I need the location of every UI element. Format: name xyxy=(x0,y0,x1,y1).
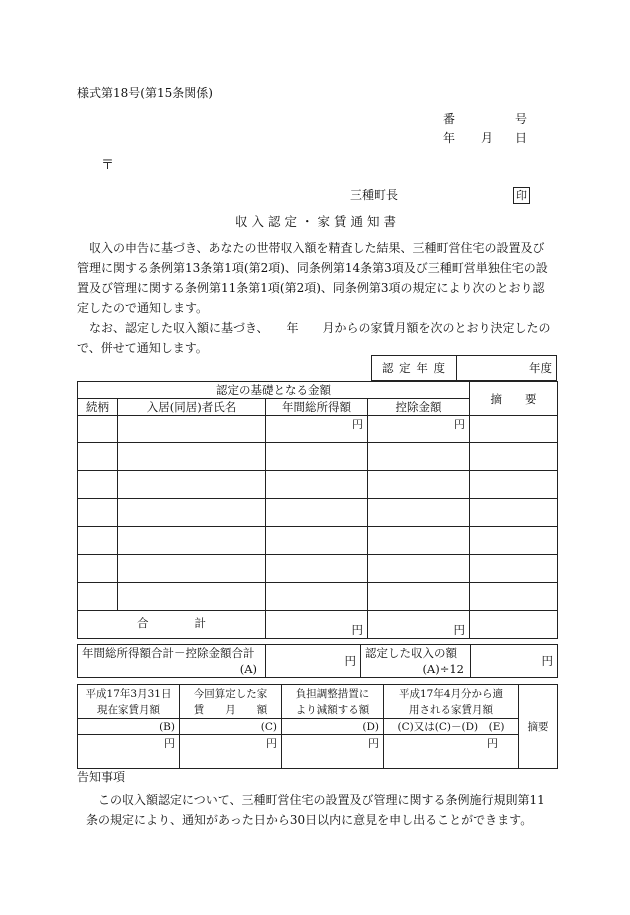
rent-code-c: (C) xyxy=(180,719,282,735)
total-deduction-yen: 円 xyxy=(368,611,470,639)
date-month-label: 月 xyxy=(481,131,494,145)
code-a: (A) xyxy=(239,662,257,676)
date-day-label: 日 xyxy=(515,131,528,145)
rent-yen-d: 円 xyxy=(282,735,384,769)
recognition-year-box xyxy=(371,355,557,381)
table-row xyxy=(78,555,558,583)
recognition-year-value: 年度 xyxy=(457,356,557,381)
date-year-label: 年 xyxy=(443,131,456,145)
table-row xyxy=(78,583,558,611)
income-summary-table xyxy=(77,644,558,678)
seal-stamp: 印 xyxy=(513,187,530,204)
resident-name-header: 入居(同居)者氏名 xyxy=(118,399,266,416)
number-suffix: 号 xyxy=(515,112,528,126)
rent-table xyxy=(77,684,558,769)
yen-unit: 円 xyxy=(368,416,470,443)
document-title: 収入認定・家賃通知書 xyxy=(235,214,401,229)
rent-e-line1: 平成17年4月分から適 xyxy=(398,687,504,700)
form-number: 様式第18号(第15条関係) xyxy=(77,86,213,100)
income-basis-table xyxy=(77,381,558,639)
table-row xyxy=(78,416,558,443)
total-income-yen: 円 xyxy=(266,611,368,639)
number-label: 番 xyxy=(443,112,456,126)
rent-e-line2: 用される家賃月額 xyxy=(409,703,493,716)
table-row xyxy=(78,499,558,527)
rent-code-d: (D) xyxy=(282,719,384,735)
total-row xyxy=(78,611,558,639)
rent-yen-b: 円 xyxy=(78,735,180,769)
rent-remarks-header: 摘要 xyxy=(519,685,558,769)
rent-code-e: (C)又は(C)－(D) (E) xyxy=(384,719,519,735)
basis-group-header: 認定の基礎となる金額 xyxy=(78,382,470,399)
notice-text: この収入額認定について、三種町営住宅の設置及び管理に関する条例施行規則第11条の規定により、通知があった日から30日以内に意見を申し出ることができます。 xyxy=(86,793,545,827)
table-row xyxy=(78,527,558,555)
recognition-year-label: 認 定 年 度 xyxy=(372,356,457,381)
table-row xyxy=(78,443,558,471)
table-row xyxy=(78,471,558,499)
rent-code-b: (B) xyxy=(78,719,180,735)
deduction-header: 控除金額 xyxy=(368,399,470,416)
mayor-name: 三種町長 xyxy=(350,188,399,202)
relationship-header: 続柄 xyxy=(78,399,118,416)
body-paragraph-2: なお、認定した収入額に基づき、 年 月からの家賃月額を次のとおり決定したので、併せて通知します。 xyxy=(77,321,551,355)
code-a-div-12: (A)÷12 xyxy=(422,662,464,676)
total-income-minus-deduction-label: 年間総所得額合計－控除金額合計 xyxy=(82,646,255,660)
rent-d-line1: 負担調整措置に xyxy=(295,687,370,700)
rent-c-line1: 今回算定した家 xyxy=(193,687,268,700)
rent-yen-e: 円 xyxy=(384,735,519,769)
remarks-header: 摘 要 xyxy=(470,382,558,416)
rent-c-line2: 賃 月 額 xyxy=(193,703,268,716)
summary-yen-recognized: 円 xyxy=(471,645,558,678)
body-paragraph-1: 収入の申告に基づき、あなたの世帯収入額を精査した結果、三種町営住宅の設置及び管理に関する条例第13条第1項(第2項)、同条例第14条第3項及び三種町営単独住宅の設置及び管理に関する条例第11条第1項(第2項)、同条例第3項の規定により次のとおり認定したので通知します。 xyxy=(77,241,548,315)
postal-mark: 〒 xyxy=(101,158,115,173)
yen-unit: 円 xyxy=(266,416,368,443)
rent-yen-c: 円 xyxy=(180,735,282,769)
annual-income-header: 年間総所得額 xyxy=(266,399,368,416)
recognized-income-label: 認定した収入の額 xyxy=(365,646,457,660)
notice-heading: 告知事項 xyxy=(77,770,126,784)
summary-yen-a: 円 xyxy=(266,645,361,678)
rent-b-line2: 現在家賃月額 xyxy=(97,703,160,716)
rent-d-line2: より減額する額 xyxy=(295,703,370,716)
rent-b-line1: 平成17年3月31日 xyxy=(85,687,172,700)
total-label: 合 計 xyxy=(78,611,266,639)
